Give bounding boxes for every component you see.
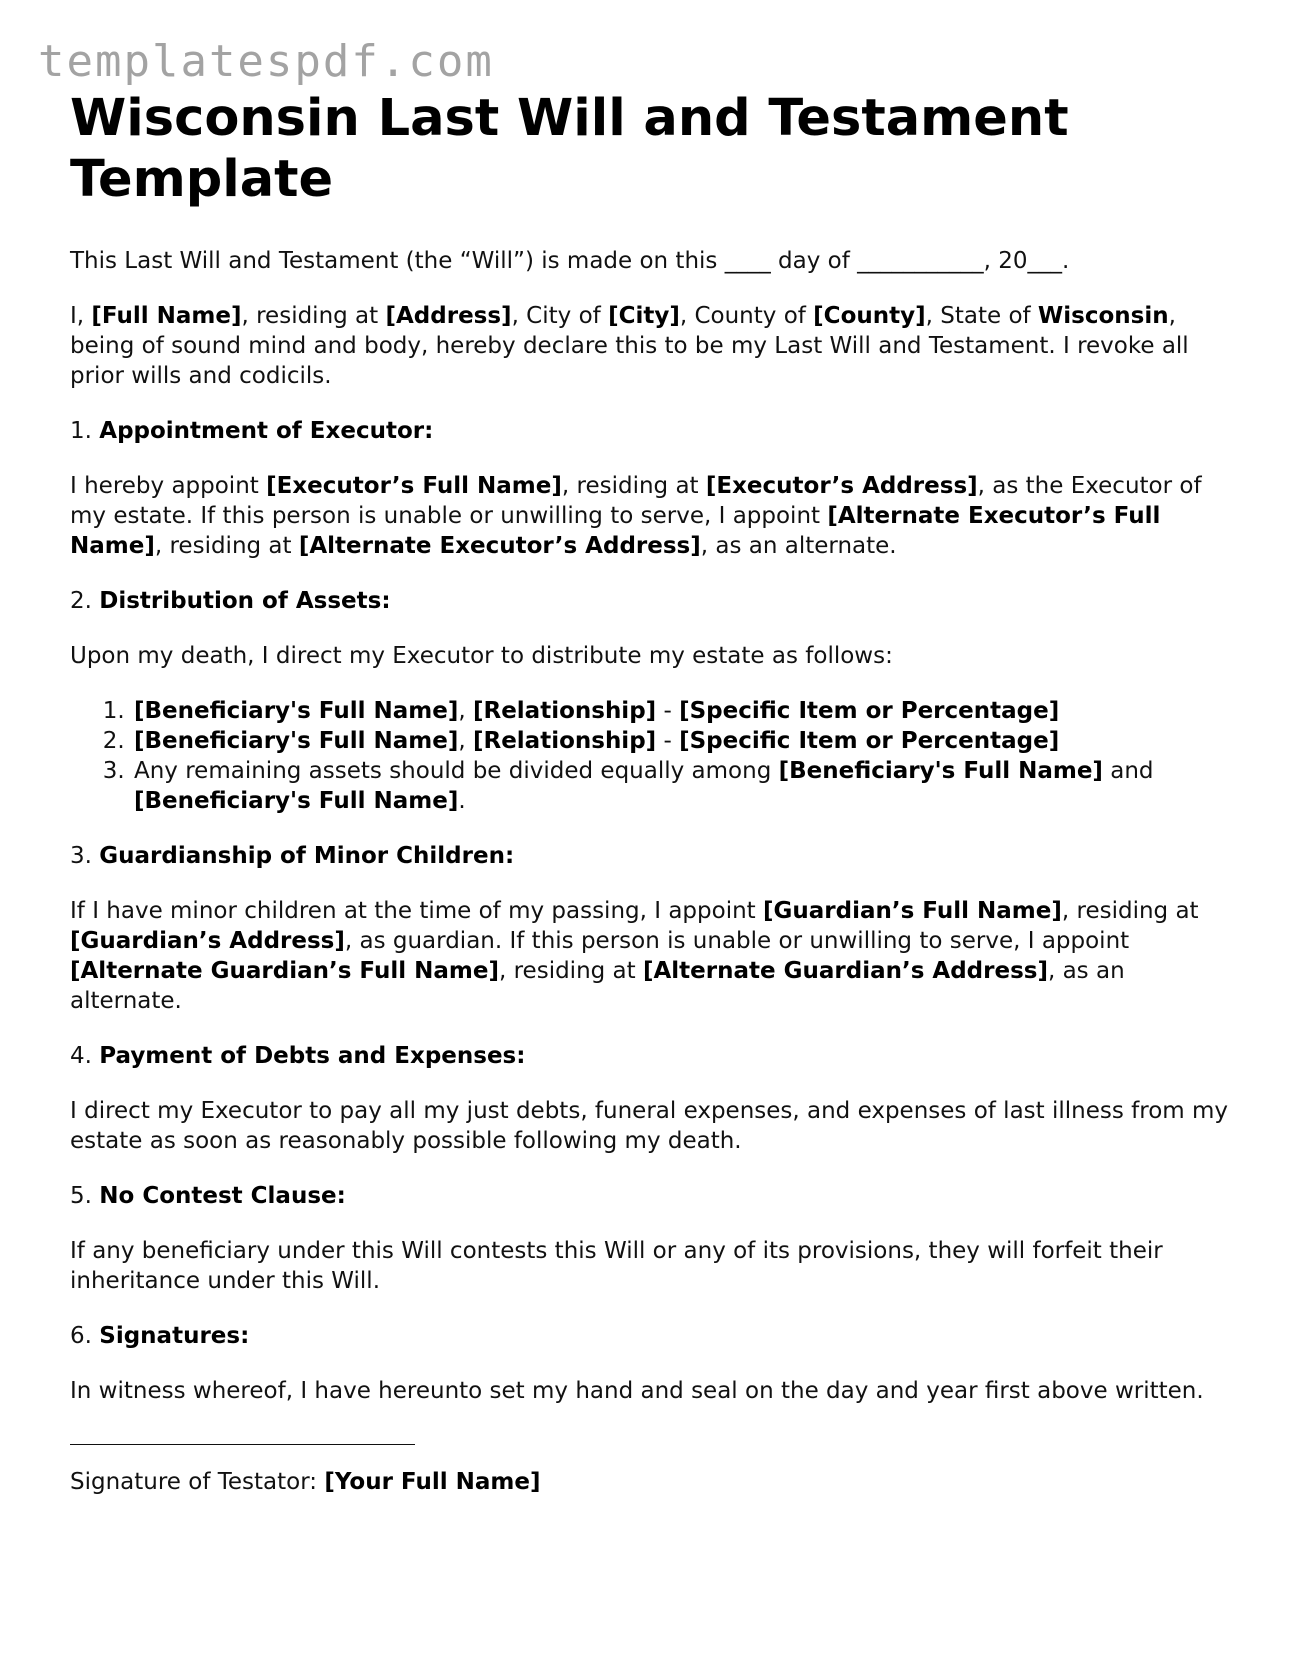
- alt-guardian-address-placeholder: [Alternate Guardian’s Address]: [642, 958, 1048, 984]
- executor-paragraph: I hereby appoint [Executor’s Full Name], residing at [Executor’s Address], as the Executor of my estate. If this person is unable or unwilling to serve, I appoint [Alternate Executor’s Full Name], residing at [Alternate Executor’s Address], as an alternate.: [70, 473, 1202, 559]
- list-item: 3. Any remaining assets should be divided equally among [Beneficiary's Full Name] and [Beneficiary's Full Name].: [132, 756, 1230, 816]
- executor-address-placeholder: [Executor’s Address]: [705, 473, 978, 499]
- guardian-name-placeholder: [Guardian’s Full Name]: [763, 898, 1062, 924]
- state-name: Wisconsin: [1037, 303, 1169, 329]
- section-heading-contest: 5. No Contest Clause:: [70, 1183, 346, 1209]
- assets-intro: Upon my death, I direct my Executor to distribute my estate as follows:: [70, 643, 893, 669]
- section-heading-guardianship: 3. Guardianship of Minor Children:: [70, 843, 515, 869]
- alt-guardian-name-placeholder: [Alternate Guardian’s Full Name]: [70, 958, 499, 984]
- list-item: 1. [Beneficiary's Full Name], [Relationship] - [Specific Item or Percentage]: [132, 696, 1230, 726]
- signatures-paragraph: In witness whereof, I have hereunto set my hand and seal on the day and year first above written.: [70, 1378, 1204, 1404]
- signature-label: Signature of Testator: [Your Full Name]: [70, 1469, 541, 1495]
- full-name-placeholder: [Full Name]: [91, 303, 242, 329]
- section-heading-debts: 4. Payment of Debts and Expenses:: [70, 1043, 526, 1069]
- section-heading-assets: 2. Distribution of Assets:: [70, 588, 391, 614]
- debts-paragraph: I direct my Executor to pay all my just debts, funeral expenses, and expenses of last illness from my estate as soon as reasonably possible following my death.: [70, 1098, 1229, 1154]
- contest-paragraph: If any beneficiary under this Will contests this Will or any of its provisions, they will forfeit their inheritance under this Will.: [70, 1238, 1163, 1294]
- alt-executor-address-placeholder: [Alternate Executor’s Address]: [298, 533, 701, 559]
- guardian-address-placeholder: [Guardian’s Address]: [70, 928, 345, 954]
- alt-executor-name-placeholder: [Alternate Executor’s Full Name]: [70, 503, 1161, 559]
- intro-paragraph: This Last Will and Testament (the “Will”) is made on this ____ day of ___________, 20___.: [70, 248, 1070, 274]
- declaration-paragraph: I, [Full Name], residing at [Address], City of [City], County of [County], State of Wisconsin, being of sound mind and body, hereby declare this to be my Last Will and Testament. I revoke all prior wills and codicils.: [70, 303, 1189, 389]
- assets-list: [70, 696, 1230, 816]
- list-item: 2. [Beneficiary's Full Name], [Relationship] - [Specific Item or Percentage]: [132, 726, 1230, 756]
- testator-name-placeholder: [Your Full Name]: [324, 1469, 541, 1495]
- document-title: Wisconsin Last Will and Testament Template: [70, 89, 1069, 209]
- section-heading-executor: 1. Appointment of Executor:: [70, 418, 434, 444]
- executor-name-placeholder: [Executor’s Full Name]: [266, 473, 562, 499]
- document-page: [70, 88, 1230, 1497]
- city-placeholder: [City]: [608, 303, 680, 329]
- signature-line: [70, 1444, 415, 1445]
- county-placeholder: [County]: [813, 303, 926, 329]
- watermark: templatespdf.com: [38, 36, 494, 87]
- address-placeholder: [Address]: [385, 303, 512, 329]
- guardianship-paragraph: If I have minor children at the time of my passing, I appoint [Guardian’s Full Name], residing at [Guardian’s Address], as guardian. If this person is unable or unwilling to serve, I appoint [Alternate Guardian’s Full Name], residing at [Alternate Guardian’s Address], as an alternate.: [70, 898, 1199, 1014]
- section-heading-signatures: 6. Signatures:: [70, 1323, 250, 1349]
